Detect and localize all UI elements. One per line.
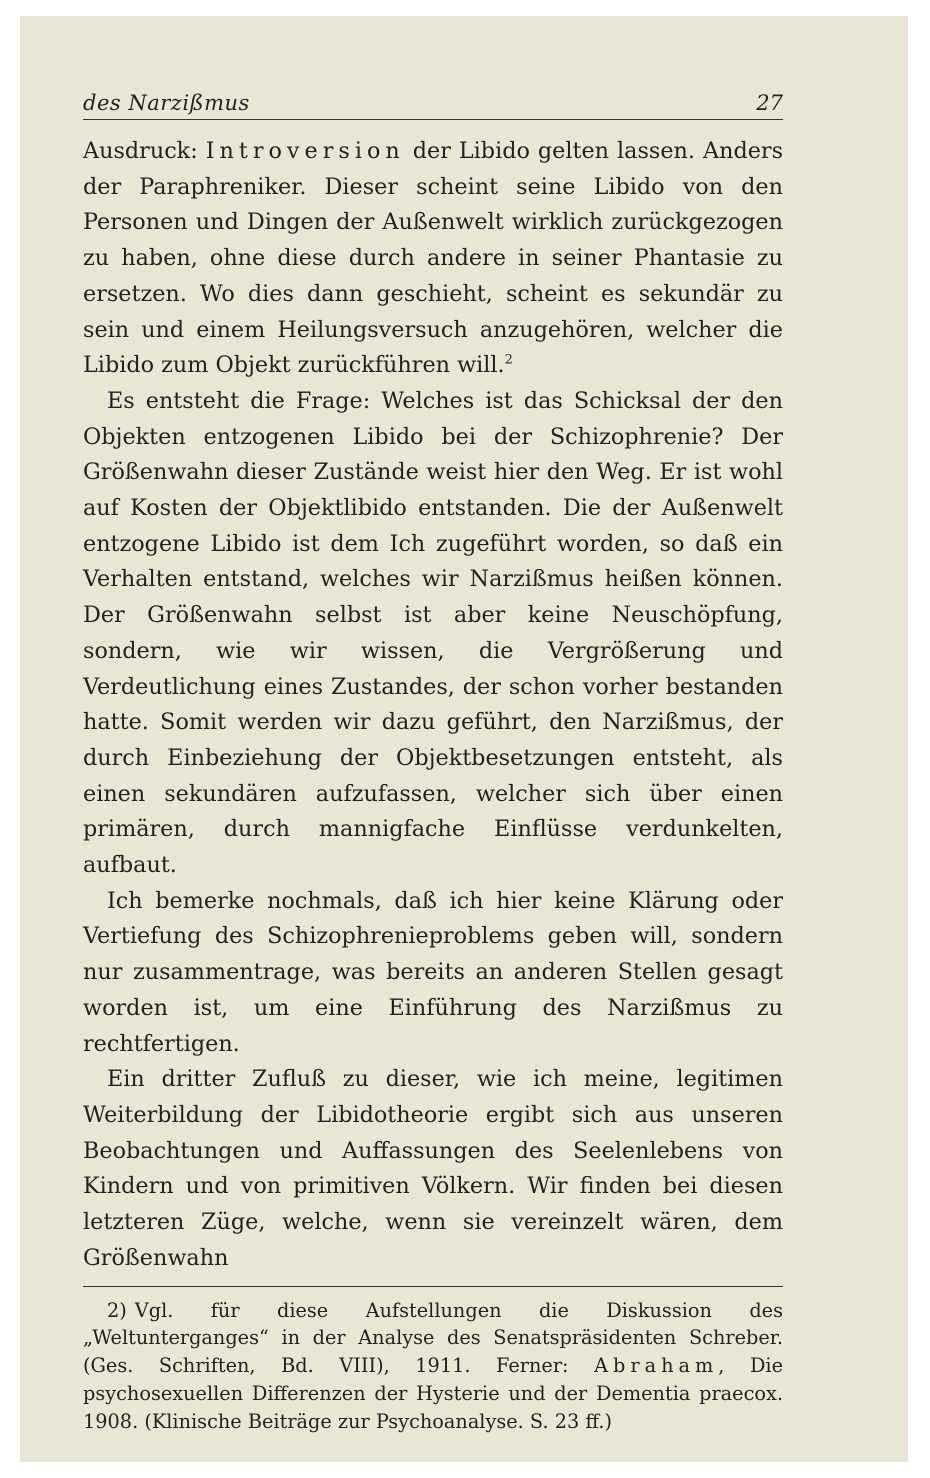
book-page [83,85,783,1435]
emphasis-introversion: Introversion [205,138,405,164]
page-number: 27 [756,91,783,115]
running-head [83,85,783,119]
footnote [83,1297,783,1436]
footnote-text-c: , Die psychosexuellen Differenzen der Hysterie und der Dementia praecox. 1908. (Klinische Beiträge zur Psychoanalyse. S. 23 ff.) [83,1354,783,1433]
header-rule [83,119,783,120]
footnote-text-a: Vgl. für diese Aufstellungen die Diskussion des „Weltunterganges“ in der Analyse des Senatspräsidenten Schreber. (Ges. Schriften, Bd. VIII), 1911. Ferner: [83,1298,783,1378]
footnote-number: 2) [107,1298,127,1322]
footnote-reference: 2 [504,352,513,368]
footnote-rule [83,1286,783,1287]
body-text [83,134,783,1277]
paragraph-1-text-a: Ausdruck: [83,138,206,164]
paragraph-1 [83,134,783,384]
paragraph-1-text-c: der Libido gelten lassen. Anders der Paraphreniker. Dieser scheint seine Libido von den Personen und Dingen der Außenwelt wirklich zurückgezogen zu haben, ohne diese durch andere in seiner Phantasie zu ersetzen. Wo dies dann geschieht, scheint es sekundär zu sein und einem Heilungsversuch anzugehören, welcher die Libido zum Objekt zurückführen will. [83,138,784,379]
paragraph-2: Es entsteht die Frage: Welches ist das Schicksal der den Objekten entzogenen Libido bei der Schizophrenie? Der Größenwahn dieser Zustände weist hier den Weg. Er ist wohl auf Kosten der Objektlibido entstanden. Die der Außenwelt entzogene Libido ist dem Ich zugeführt worden, so daß ein Verhalten entstand, welches wir Narzißmus heißen können. Der Größenwahn selbst ist aber keine Neuschöpfung, sondern, wie wir wissen, die Vergrößerung und Verdeutlichung eines Zustandes, der schon vorher bestanden hatte. Somit werden wir dazu geführt, den Narzißmus, der durch Einbeziehung der Objektbesetzungen entsteht, als einen sekundären aufzufassen, welcher sich über einen primären, durch mannigfache Einflüsse verdunkelten, aufbaut. [83,387,783,879]
paragraph-3: Ich bemerke nochmals, daß ich hier keine Klärung oder Vertiefung des Schizophrenieproblems geben will, sondern nur zusammentrage, was bereits an anderen Stellen gesagt worden ist, um eine Einführung des Narzißmus zu rechtfertigen. [83,887,783,1057]
running-title: des Narzißmus [83,91,250,115]
paragraph-4: Ein dritter Zufluß zu dieser, wie ich meine, legitimen Weiterbildung der Libidotheorie ergibt sich aus unseren Beobachtungen und Auffassungen des Seelenlebens von Kindern und von primitiven Völkern. Wir finden bei diesen letzteren Züge, welche, wenn sie vereinzelt wären, dem Größenwahn [83,1066,783,1271]
footnote-author: Abraham [594,1354,719,1378]
